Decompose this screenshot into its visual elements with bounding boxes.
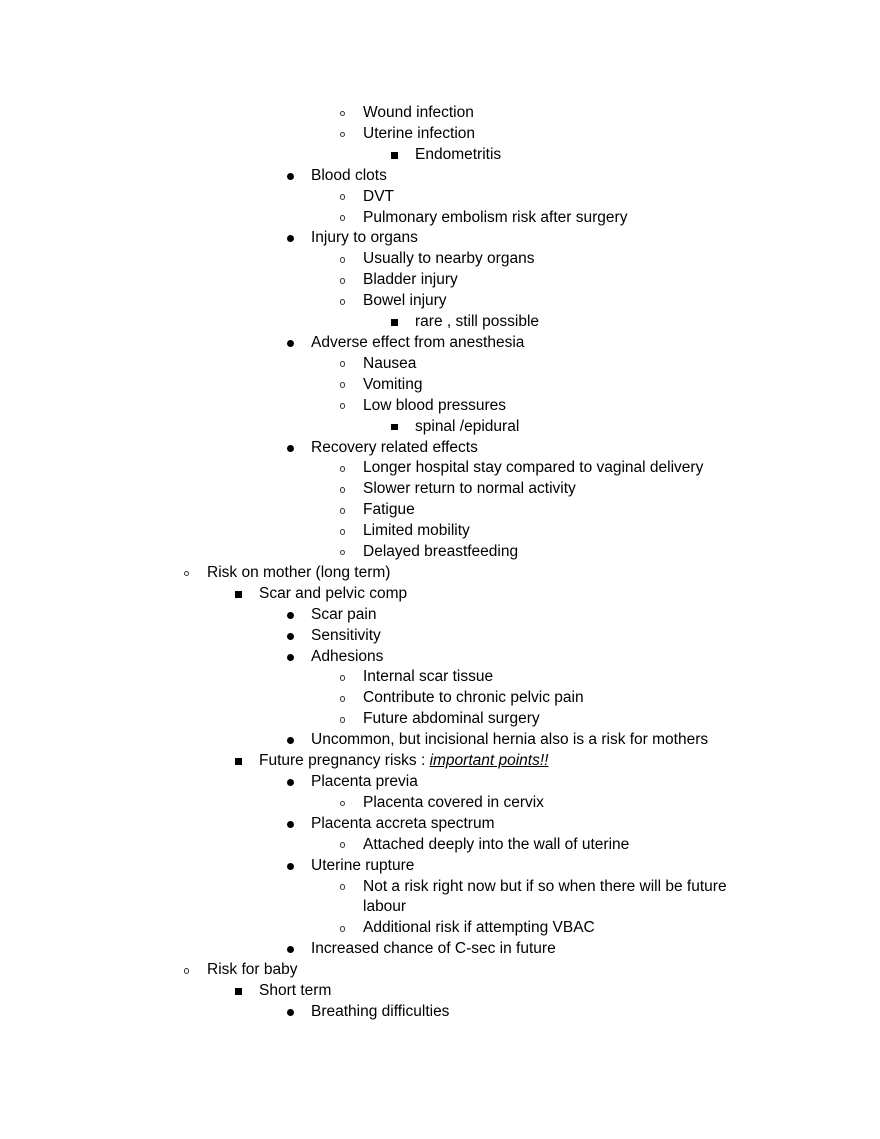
bullet-disc-icon [285,631,296,642]
list-item-text: Breathing difficulties [311,1002,450,1020]
bullet-circle-icon [181,568,192,579]
list-item [0,124,777,145]
bullet-square-icon [389,422,400,433]
bullet-disc-icon [285,1007,296,1018]
list-item [0,730,777,751]
bullet-disc-icon [285,819,296,830]
bullet-disc-icon [285,944,296,955]
bullet-disc-icon [285,233,296,244]
list-item-text: Nausea [363,354,417,372]
list-item [0,208,777,229]
list-item-text: Contribute to chronic pelvic pain [363,689,584,707]
list-item-text: Risk on mother (long term) [207,563,391,581]
list-item [0,542,777,563]
list-item-text: Scar pain [311,605,377,623]
list-item-text: Slower return to normal activity [363,480,576,498]
list-item [0,751,777,772]
list-item [0,918,777,939]
list-item [0,458,777,479]
list-item [0,626,777,647]
list-item [0,960,777,981]
list-item [0,647,777,668]
list-item-text: Future abdominal surgery [363,710,540,728]
list-item [0,396,777,417]
list-item-text: DVT [363,187,394,205]
list-item-text: Bladder injury [363,271,458,289]
list-item [0,667,777,688]
list-item [0,333,777,354]
list-item [0,939,777,960]
bullet-circle-icon [337,129,348,140]
list-item [0,856,777,877]
list-item [0,417,777,438]
list-item-text: Short term [259,982,332,1000]
bullet-circle-icon [337,505,348,516]
list-item [0,375,777,396]
list-item [0,605,777,626]
list-item [0,291,777,312]
bullet-circle-icon [337,672,348,683]
list-item [0,584,777,605]
bullet-circle-icon [337,547,348,558]
bullet-square-icon [233,986,244,997]
emphasis-text: important points!! [429,752,549,770]
bullet-circle-icon [337,108,348,119]
bullet-circle-icon [337,484,348,495]
list-item-text: Pulmonary embolism risk after surgery [363,208,628,226]
bullet-circle-icon [337,213,348,224]
bullet-square-icon [233,589,244,600]
bullet-circle-icon [337,526,348,537]
bullet-square-icon [389,317,400,328]
list-item [0,103,777,124]
bullet-disc-icon [285,171,296,182]
bullet-circle-icon [337,380,348,391]
list-item-text: Vomiting [363,375,423,393]
list-item [0,981,777,1002]
bullet-circle-icon [337,840,348,851]
list-item [0,354,777,375]
bullet-disc-icon [285,338,296,349]
bullet-disc-icon [285,652,296,663]
list-item [0,228,777,249]
list-item-text: Low blood pressures [363,396,507,414]
list-item [0,438,777,459]
list-item-text: Limited mobility [363,522,470,540]
list-item-text: Uterine rupture [311,856,415,874]
list-item-text: Sensitivity [311,626,381,644]
list-item-text: Adverse effect from anesthesia [311,333,525,351]
list-item-text: Endometritis [415,145,502,163]
list-item [0,814,777,835]
list-item [0,709,777,730]
list-item-text: Adhesions [311,647,384,665]
bullet-square-icon [233,756,244,767]
list-item-text: Placenta covered in cervix [363,793,544,811]
list-item-text: Delayed breastfeeding [363,543,519,561]
bullet-circle-icon [181,965,192,976]
list-item-text: Usually to nearby organs [363,250,535,268]
list-item-text: Injury to organs [311,229,418,247]
bullet-disc-icon [285,443,296,454]
bullet-circle-icon [337,359,348,370]
list-item-text: Risk for baby [207,961,298,979]
bullet-circle-icon [337,798,348,809]
bullet-disc-icon [285,861,296,872]
list-item-text: Additional risk if attempting VBAC [363,919,595,937]
list-item-text: Bowel injury [363,292,447,310]
list-item-text: Recovery related effects [311,438,478,456]
list-item-text: Attached deeply into the wall of uterine [363,835,630,853]
list-item-text: Wound infection [363,104,474,121]
bullet-circle-icon [337,693,348,704]
list-item-text: Internal scar tissue [363,668,494,686]
list-item [0,1002,777,1023]
list-item [0,145,777,166]
bullet-circle-icon [337,296,348,307]
list-item-text: Placenta previa [311,773,418,790]
list-item [0,249,777,270]
list-item-text: Increased chance of C-sec in future [311,940,556,958]
list-item [0,688,777,709]
list-item [0,521,777,542]
list-item [0,793,777,814]
list-item-text: Fatigue [363,501,415,519]
list-item [0,479,777,500]
bullet-circle-icon [337,463,348,474]
list-item-text: Placenta accreta spectrum [311,814,495,832]
list-item [0,270,777,291]
list-item [0,500,777,521]
list-item-text: Scar and pelvic comp [259,584,408,602]
list-item-text: Blood clots [311,166,387,184]
bullet-circle-icon [337,882,348,893]
bullet-disc-icon [285,610,296,621]
list-item [0,312,777,333]
list-item-text: Future pregnancy risks : [259,752,430,770]
list-item [0,166,777,187]
list-item [0,187,777,208]
bullet-square-icon [389,150,400,161]
bullet-circle-icon [337,275,348,286]
bullet-circle-icon [337,254,348,265]
list-item-text: Uterine infection [363,124,476,142]
list-item-text: spinal /epidural [415,417,520,435]
bullet-disc-icon [285,777,296,788]
list-item-text: Longer hospital stay compared to vaginal delivery [363,459,704,477]
bullet-disc-icon [285,735,296,746]
bullet-circle-icon [337,401,348,412]
list-item-text: Uncommon, but incisional hernia also is a risk for mothers [311,731,709,749]
bullet-circle-icon [337,192,348,203]
list-item [0,563,777,584]
list-item-text: rare , still possible [415,313,540,331]
bullet-list [0,103,777,1023]
list-item [0,877,777,919]
bullet-circle-icon [337,923,348,934]
list-item [0,772,777,793]
list-item-text: Not a risk right now but if so when there will be future labour [363,877,727,916]
bullet-circle-icon [337,714,348,725]
list-item [0,835,777,856]
